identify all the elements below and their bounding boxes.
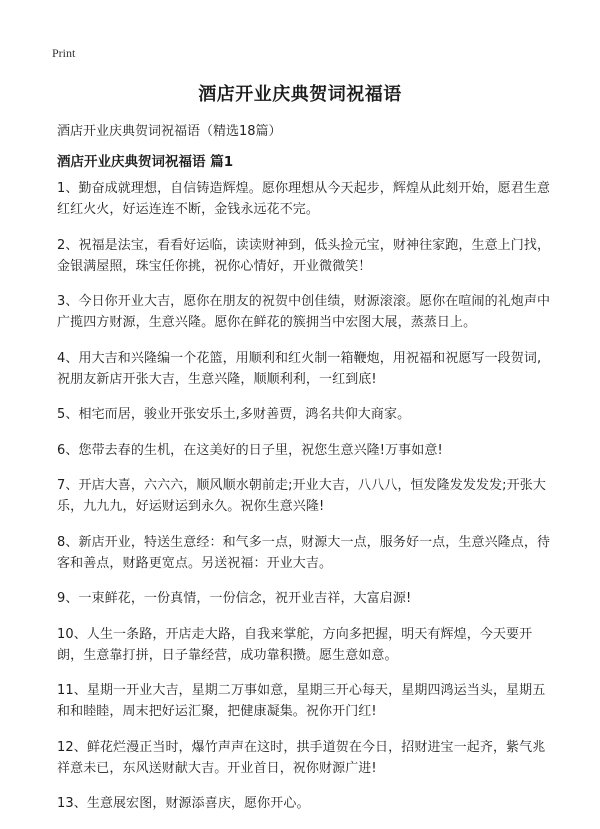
document-subtitle: 酒店开业庆典贺词祝福语（精选18篇） (57, 124, 282, 139)
list-item: 5、相宅而居，骏业开张安乐土,多财善贾，鸿名共仰大商家。 (57, 407, 411, 422)
blessing-list (57, 178, 552, 829)
list-item: 4、用大吉和兴隆编一个花篮，用顺利和红火制一箱鞭炮，用祝福和祝愿写一段贺词,祝朋友新店开张大吉，生意兴隆，顺顺利利，一红到底! (57, 350, 542, 387)
list-item: 1、勤奋成就理想，自信铸造辉煌。愿你理想从今天起步，辉煌从此刻开始，愿君生意红红火火，好运连连不断，金钱永远花不完。 (57, 181, 551, 217)
list-item: 7、开店大喜，六六六，顺风顺水朝前走;开业大吉，八八八，恒发隆发发发发;开张大乐，九九九，好运财运到永久。祝你生意兴隆! (57, 478, 546, 514)
list-item: 2、祝福是法宝，看看好运临，读读财神到，低头捡元宝，财神往家跑，生意上门找，金银满屋照，珠宝任你挑，祝你心情好，开业微微笑！ (57, 237, 551, 274)
list-item: 11、星期一开业大吉，星期二万事如意，星期三开心每天，星期四鸿运当头，星期五和和睦睦，周末把好运汇聚，把健康凝集。祝你开门红! (57, 683, 546, 719)
list-item: 13、生意展宏图，财源添喜庆，愿你开心。 (57, 796, 310, 811)
list-item: 9、一束鲜花，一份真情，一份信念，祝开业吉祥，大富启源! (57, 591, 412, 606)
section-heading: 酒店开业庆典贺词祝福语 篇1 (57, 154, 234, 170)
list-item: 8、新店开业，特送生意经：和气多一点，财源大一点，服务好一点，生意兴隆点，待客和善点，财路更宽点。另送祝福：开业大吉。 (57, 534, 551, 571)
list-item: 3、今日你开业大吉，愿你在朋友的祝贺中创佳绩，财源滚滚。愿你在喧闹的礼炮声中广揽四方财源，生意兴隆。愿你在鲜花的簇拥当中宏图大展，蒸蒸日上。 (57, 294, 551, 330)
list-item: 10、人生一条路，开店走大路，自我来掌舵，方向多把握，明天有辉煌，今天要开朗，生意靠打拼，日子靠经营，成功靠积攒。愿生意如意。 (57, 626, 533, 663)
print-link[interactable]: Print (52, 46, 76, 60)
list-item: 12、鲜花烂漫正当时，爆竹声声在这时，拱手道贺在今日，招财进宝一起齐，紫气兆祥意未已，东风送财献大吉。开业首日，祝你财源广进! (57, 739, 546, 776)
page-title: 酒店开业庆典贺词祝福语 (198, 84, 402, 105)
list-item: 6、您带去春的生机，在这美好的日子里，祝您生意兴隆!万事如意! (57, 442, 443, 458)
